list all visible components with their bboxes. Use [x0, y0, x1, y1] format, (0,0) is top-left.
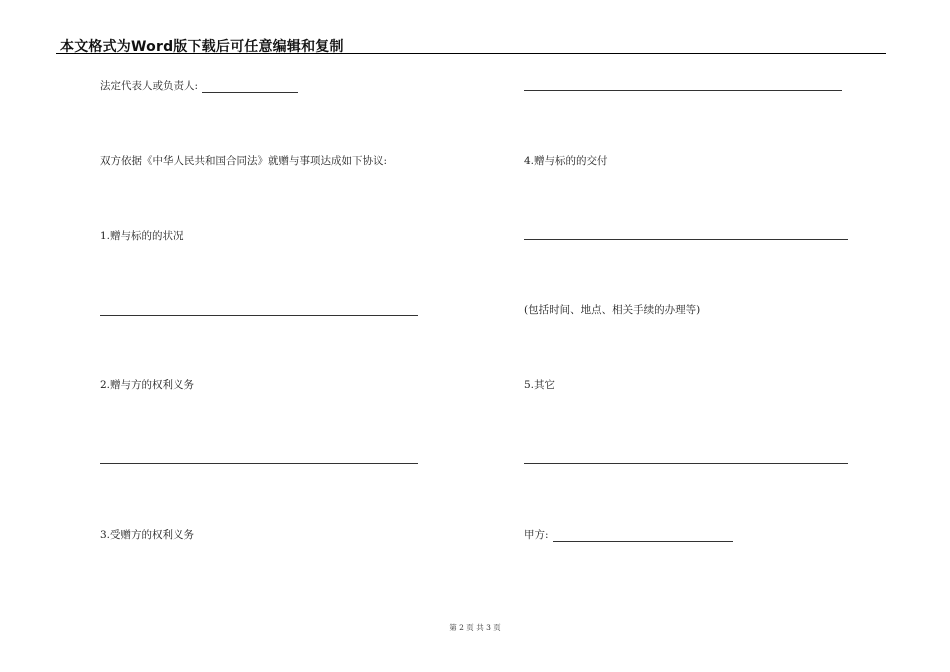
party-a-line [524, 529, 733, 542]
item-4-blank-line[interactable] [524, 239, 848, 240]
left-column [100, 0, 440, 672]
item-4-heading: 4.赠与标的的交付 [524, 155, 608, 167]
item-5-blank-line[interactable] [524, 463, 848, 464]
item-5-heading: 5.其它 [524, 379, 556, 391]
item-1-heading: 1.赠与标的的状况 [100, 230, 184, 242]
item-2-blank-line[interactable] [100, 463, 418, 464]
right-column [524, 0, 864, 672]
item-2-heading: 2.赠与方的权利义务 [100, 379, 195, 391]
page-header-title: 本文格式为Word版下载后可任意编辑和复制 [60, 39, 344, 55]
right-top-blank-line[interactable] [524, 90, 842, 91]
item-3-heading: 3.受赠方的权利义务 [100, 529, 195, 541]
agreement-intro: 双方依据《中华人民共和国合同法》就赠与事项达成如下协议: [100, 155, 388, 167]
item-1-blank-line[interactable] [100, 315, 418, 316]
party-a-blank[interactable] [553, 531, 733, 542]
party-a-label: 甲方: [524, 529, 549, 541]
page-footer: 第 2 页 共 3 页 [449, 623, 501, 632]
legal-rep-label: 法定代表人或负责人: [100, 80, 199, 92]
legal-rep-line [100, 80, 298, 93]
legal-rep-blank[interactable] [202, 82, 298, 93]
delivery-note: (包括时间、地点、相关手续的办理等) [524, 304, 701, 316]
